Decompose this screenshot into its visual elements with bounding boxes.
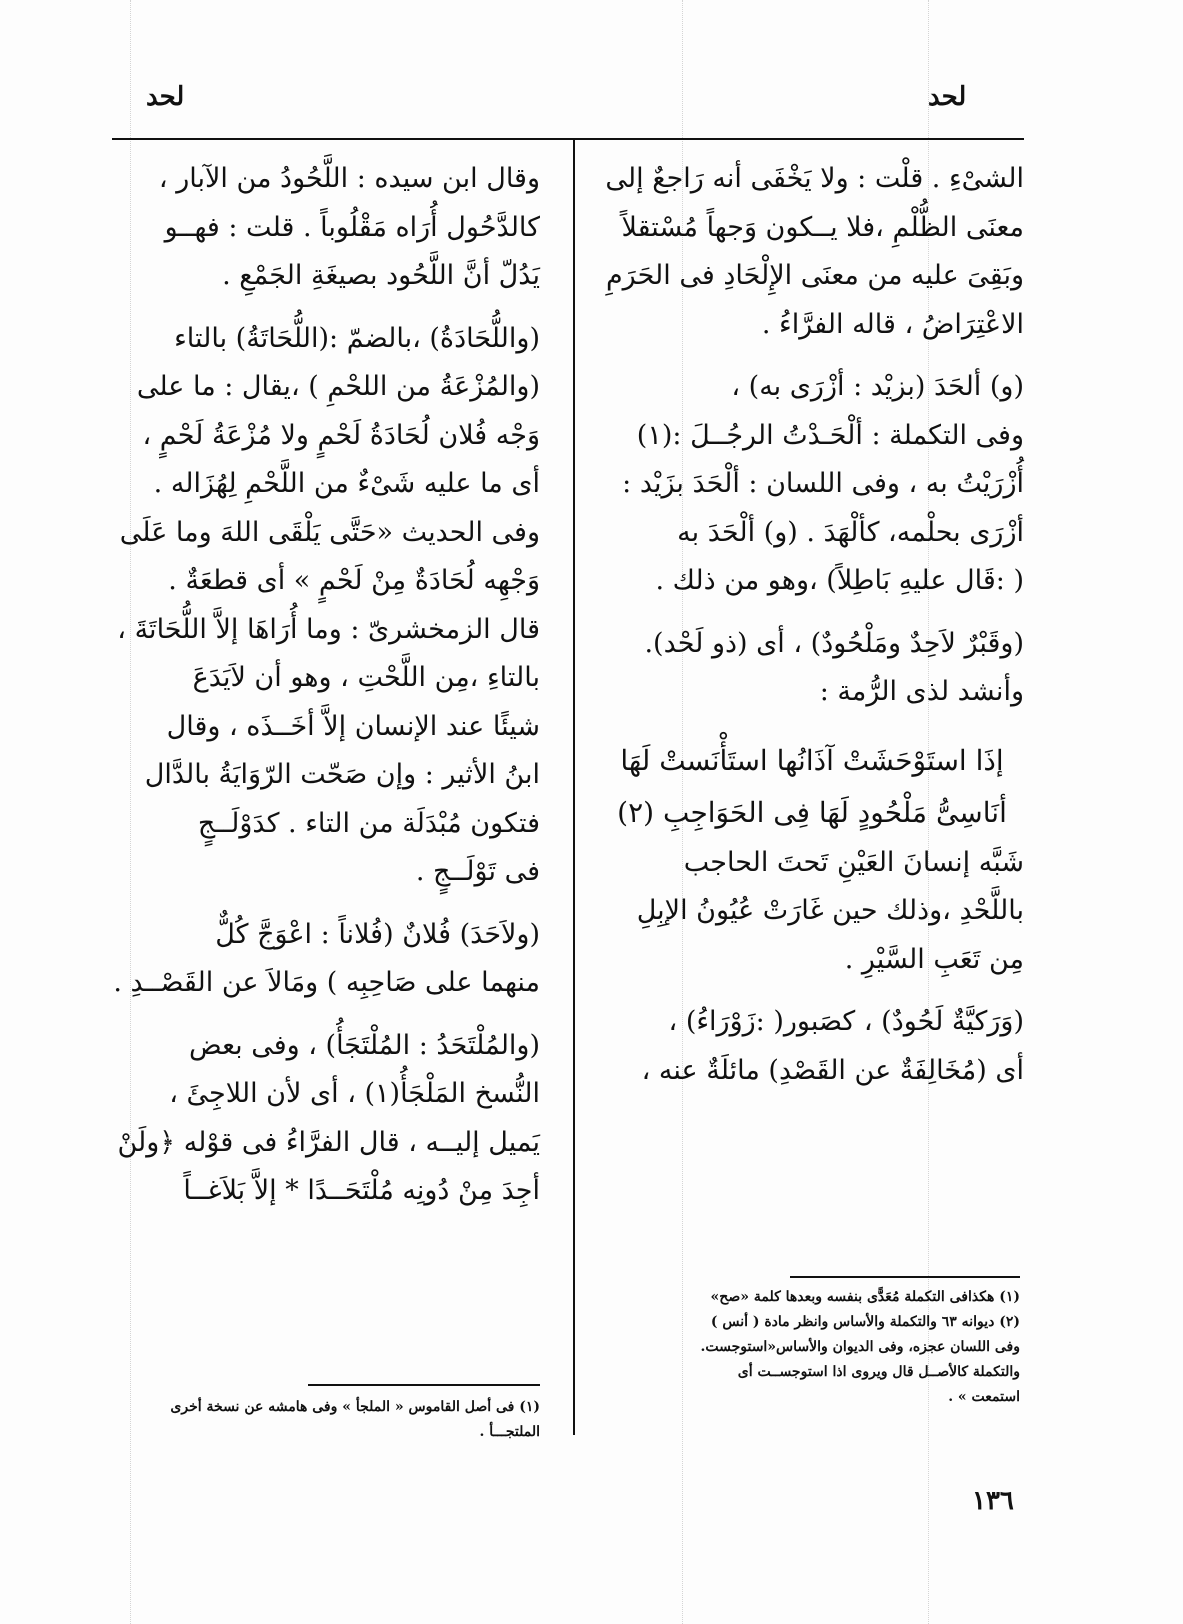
paragraph: (وقَبْرٌ لاَحِدٌ ومَلْحُودٌ) ، أى (ذو لَحْد). وأنشد لذى الرُّمة : [644, 627, 1024, 707]
footnote-rule-left [308, 1384, 540, 1386]
paragraph: (والمُلْتَحَدُ : المُلْتَجَأُ) ، وفى بعض النُّسخ المَلْجَأُ(١) ، أى لأن اللاجِئَ ، يَميل إليــه ، قال الفرَّاءُ فى قوْله ﴿ولَنْ أجِدَ مِنْ دُونِه مُلْتَحَــدًا * إلاَّ بَلاَغــاً [117, 1029, 540, 1206]
footnote-item: (١) فى أصل القاموس « الملجأ » وفى هامشه عن نسخة أخرى الملتجـــأ . [170, 1399, 540, 1440]
paragraph: شَبَّه إنسانَ العَيْنِ تَحتَ الحاجب باللَّحْدِ ،وذلك حين غَارَتْ عُيُونُ الإبِلِ مِن تَعَبِ السَّيْرِ . [636, 846, 1024, 975]
footnote-item: (٢) ديوانه ٦٣ والتكملة والأساس وانظر مادة ( أنس ) وفى اللسان عجزه، وفى الديوان والأساس«استوجست. والتكملة كالأصــل قال ويروى اذا استوجســت أى استمعت » . [700, 1314, 1020, 1405]
footnote-item: (١) هكذافى التكملة مُعَدًّى بنفسه وبعدها كلمة «صح» [710, 1289, 1020, 1305]
paragraph: (و) ألحَدَ (بزيْد : أزْرَى به) ، وفى التكملة : ألْحَـدْتُ الرجُــلَ :(١) أُزْرَيْتُ به ، وفى اللسان : ألْحَدَ بزَيْد : أزْرَى بحلْمه، كألْهَدَ . (و) ألْحَدَ به ( :قَال عليهِ بَاطِلاً) ،وهو من ذلك . [622, 371, 1024, 596]
paragraph: (ولاَحَدَ) فُلانٌ (فُلاناً : اعْوَجَّ كُلٌّ منهما على صَاحِبِه ) ومَالاَ عن القَصْــدِ . [113, 918, 540, 998]
right-column [600, 155, 1024, 1095]
paragraph: الشىْءِ . قلْت : ولا يَخْفَى أنه رَاجعٌ إلى معنَى الظُّلْمِ ،فلا يــكون وَجهاً مُسْتقلاً وبَقِىَ عليه من معنَى الإِلْحَادِ فى الحَرَمِ الاعْتِرَاضُ ، قاله الفرَّاءُ . [605, 163, 1024, 340]
paragraph: (وَرَكيَّةٌ لَحُودٌ) ، كصَبور( :زَوْرَاءُ) ، أى (مُخَالِفَةٌ عن القَصْدِ) مائلَةٌ عنه ، [641, 1006, 1024, 1086]
footnotes-left [112, 1395, 540, 1445]
paragraph: (واللُّحَادَةُ) ،بالضمّ :(اللُّحَاتَةُ) بالتاء (والمُزْعَةُ من اللحْمِ ) ،يقال : ما على وَجْه فُلان لُحَادَةُ لَحْمٍ ولا مُزْعَةُ لَحْمٍ ، أى ما عليه شَىْءٌ من اللَّحْمِ لِهُزَاله . وفى الحديث «حَتَّى يَلْقَى اللهَ وما عَلَى وَجْهِه لُحَادَةٌ مِنْ لَحْمٍ » أى قطعَةٌ . قال الزمخشرىّ : وما أُرَاهَا إلاَّ اللُّحَاتَةَ ، بالتاءِ ،مِن اللَّحْتِ ، وهو أن لاَيَدَعَ شيئًا عند الإنسان إلاَّ أخَــذَه ، وقال ابنُ الأثير : وإن صَحّت الرّوَايَةُ بالدَّال فتكون مُبْدَلَة من التاء . كدَوْلَــجٍ فى تَوْلَــجٍ . [117, 322, 540, 887]
poetry-verse: إذَا استَوْحَشَتْ آذَانُها استَأْنَستْ لَهَا أنَاسِىُّ مَلْحُودٍ لَهَا فِى الحَوَاجِبِ (٢) [617, 743, 1007, 829]
footnotes-right [600, 1285, 1020, 1410]
paragraph: وقال ابن سيده : اللَّحُودُ من الآبار ، كالدَّحُول أُرَاه مَقْلُوباً . قلت : فهــو يَدُلّ أنَّ اللَّحُود بصيغَةِ الجَمْعِ . [158, 163, 540, 291]
column-divider [573, 140, 575, 1435]
page-number: ١٣٦ [972, 1486, 1014, 1516]
header-word-left: لحد [146, 82, 185, 112]
left-column [112, 155, 540, 1216]
header-word-right: لحد [928, 82, 967, 112]
header-rule [112, 138, 1024, 140]
footnote-rule-right [790, 1276, 1020, 1278]
